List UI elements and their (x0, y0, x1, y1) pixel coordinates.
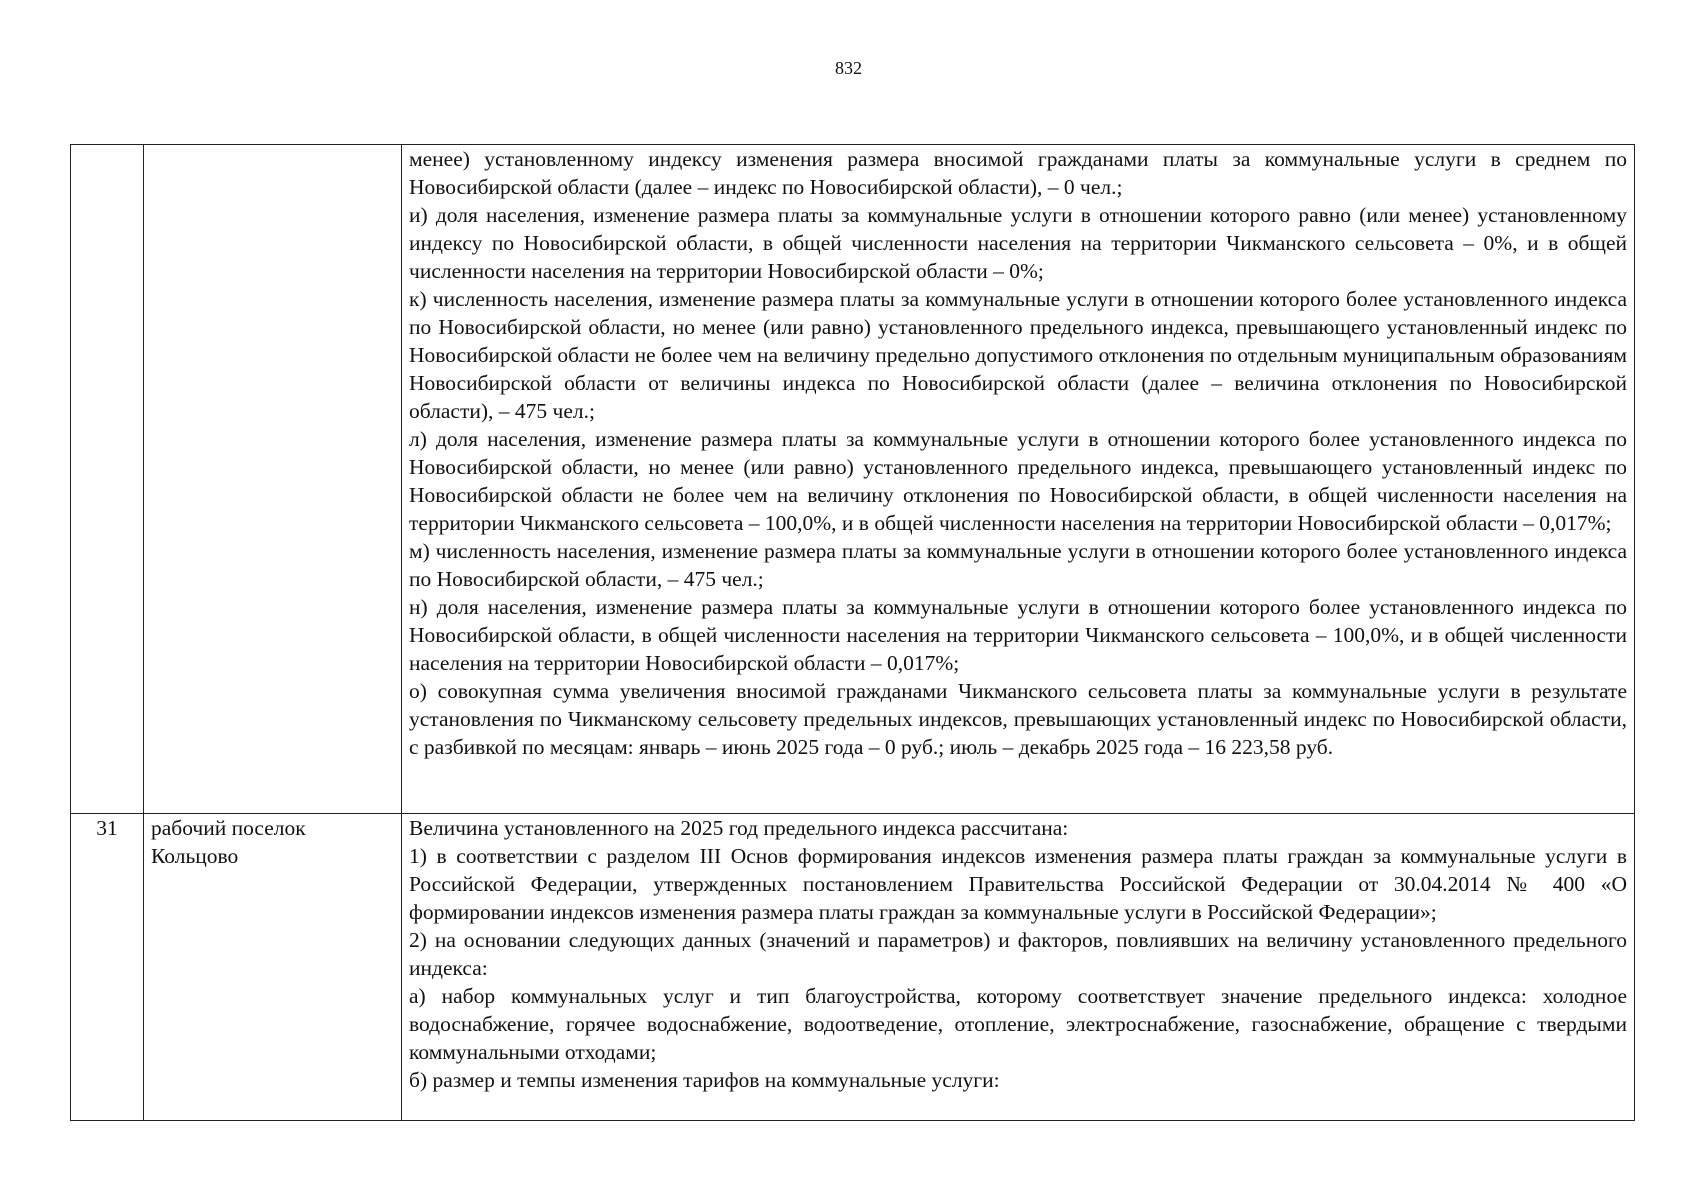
paragraph: к) численность населения, изменение размера платы за коммунальные услуги в отношении которого более установленного индекса по Новосибирской области, но менее (или равно) установленного предельного индекса, превышающего установленный индекс по Новосибирской области не более чем на величину предельно допустимого отклонения по отдельным муниципальным образованиям Новосибирской области от величины индекса по Новосибирской области (далее – величина отклонения по Новосибирской области), – 475 чел.; (409, 287, 1627, 423)
table-row (71, 145, 1635, 814)
row-number (71, 145, 144, 814)
paragraph: 2) на основании следующих данных (значений и параметров) и факторов, повлиявших на величину установленного предельного индекса: (409, 928, 1627, 980)
document-table (70, 144, 1635, 1121)
table-row (71, 814, 1635, 1121)
paragraph: н) доля населения, изменение размера платы за коммунальные услуги в отношении которого более установленного индекса по Новосибирской области, в общей численности населения на территории Чикманского сельсовета – 100,0%, и в общей численности населения на территории Новосибирской области – 0,017%; (409, 595, 1627, 675)
paragraph: и) доля населения, изменение размера платы за коммунальные услуги в отношении которого равно (или менее) установленному индексу по Новосибирской области, в общей численности населения на территории Чикманского сельсовета – 0%, и в общей численности населения на территории Новосибирской области – 0%; (409, 203, 1627, 283)
paragraph: менее) установленному индексу изменения размера вносимой гражданами платы за коммунальные услуги в среднем по Новосибирской области (далее – индекс по Новосибирской области), – 0 чел.; (409, 147, 1627, 199)
paragraph: б) размер и темпы изменения тарифов на коммунальные услуги: (409, 1068, 1000, 1092)
paragraph: 1) в соответствии с разделом III Основ формирования индексов изменения размера платы граждан за коммунальные услуги в Российской Федерации, утвержденных постановлением Правительства Российской Федерации от 30.04.2014 № 400 «О формировании индексов изменения размера платы граждан за коммунальные услуги в Российской Федерации»; (409, 844, 1627, 924)
municipality-name: рабочий поселок Кольцово (144, 814, 402, 1121)
municipality-name (144, 145, 402, 814)
page-number: 832 (835, 58, 862, 78)
paragraph: л) доля населения, изменение размера платы за коммунальные услуги в отношении которого более установленного индекса по Новосибирской области, но менее (или равно) установленного предельного индекса, превышающего установленный индекс по Новосибирской области не более чем на величину отклонения по Новосибирской области, в общей численности населения на территории Чикманского сельсовета – 100,0%, и в общей численности населения на территории Новосибирской области – 0,017%; (409, 427, 1627, 535)
paragraph: о) совокупная сумма увеличения вносимой гражданами Чикманского сельсовета платы за коммунальные услуги в результате установления по Чикманскому сельсовету предельных индексов, превышающих установленный индекс по Новосибирской области, с разбивкой по месяцам: январь – июнь 2025 года – 0 руб.; июль – декабрь 2025 года – 16 223,58 руб. (409, 679, 1627, 759)
description-cell (402, 145, 1635, 814)
row-number: 31 (71, 814, 144, 1121)
paragraph: м) численность населения, изменение размера платы за коммунальные услуги в отношении которого более установленного индекса по Новосибирской области, – 475 чел.; (409, 539, 1627, 591)
paragraph: Величина установленного на 2025 год предельного индекса рассчитана: (409, 816, 1069, 840)
description-cell (402, 814, 1635, 1121)
paragraph: а) набор коммунальных услуг и тип благоустройства, которому соответствует значение предельного индекса: холодное водоснабжение, горячее водоснабжение, водоотведение, отопление, электроснабжение, газоснабжение, обращение с твердыми коммунальными отходами; (409, 984, 1627, 1064)
